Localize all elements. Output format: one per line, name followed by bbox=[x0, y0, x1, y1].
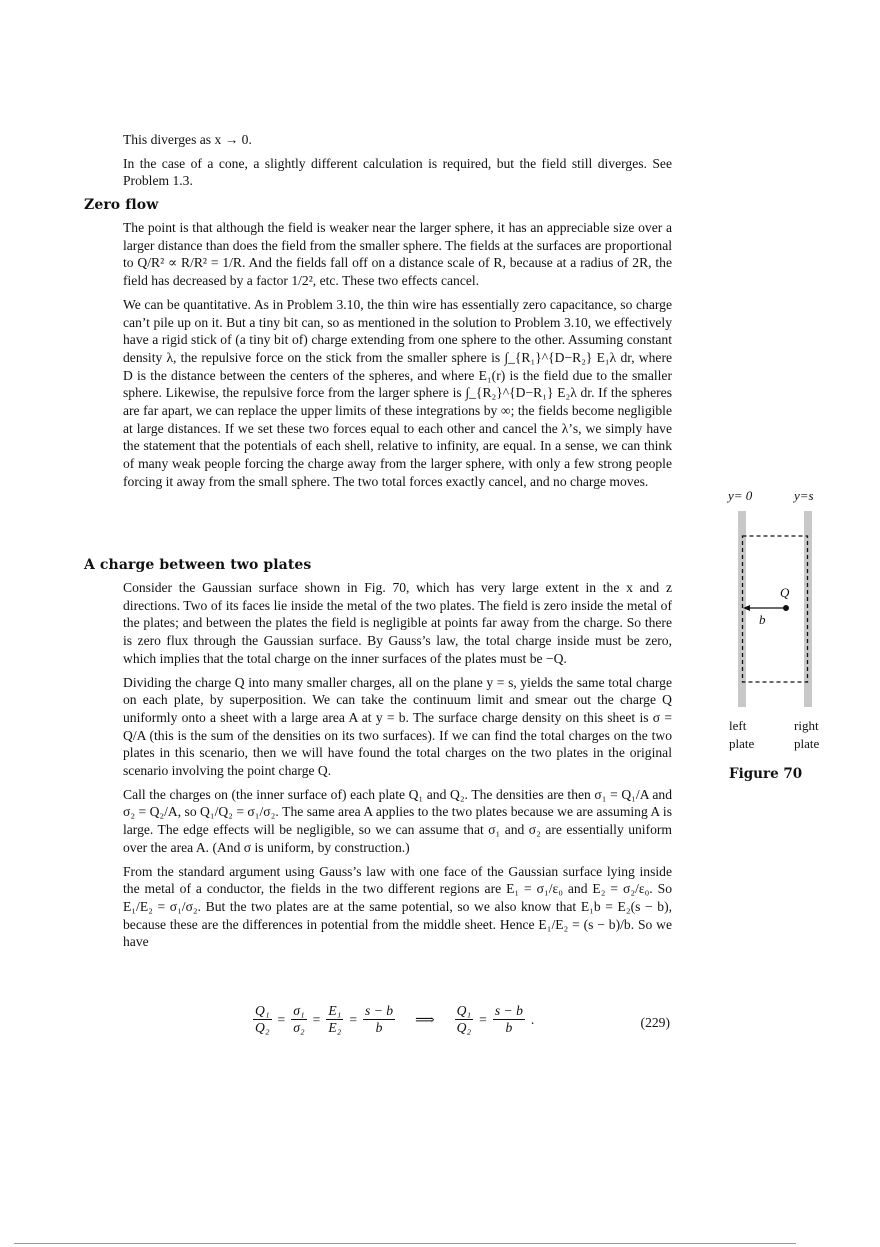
label-distance-b: b bbox=[759, 612, 766, 627]
equation-body bbox=[253, 1003, 534, 1036]
fraction: $\frac{\text{E₁}}{\text{E₂}}$ bbox=[328, 1003, 342, 1035]
equals-sign: = bbox=[349, 1011, 358, 1027]
fraction: $\frac{\text{σ₁}}{\text{σ₂}}$ bbox=[293, 1003, 305, 1035]
equals-sign: = bbox=[479, 1011, 487, 1027]
paragraph: We can be quantitative. As in Problem 3.10, the thin wire has essentially zero capacitance, so charge can’t pile up on it. But a tiny bit can, so as mentioned in the solution to Problem 3.10, we effectively have a rigid stick of (a tiny bit of) charge extending from one sphere to the other. Assuming constant density λ, the repulsive force on the stick from the smaller sphere is ∫_{R₁}^{D−R₂} E₁λ dr, where D is the distance between the centers of the spheres, and where E₁(r) is the field due to the smaller sphere. Likewise, the repulsive force from the larger sphere is ∫_{R₂}^{D−R₁} E₂λ dr. If the spheres are far apart, we can replace the upper limits of these integrations by ∞; the fields become negligible at large distances. If we set these two forces equal to each other and cancel the λ’s, we simply have the statement that the potentials of each shell, relative to infinity, are equal. In a sense, we can think of many weak people forcing the charge away from the larger sphere, with only a few strong people forcing it away from the small sphere. The two total forces exactly cancel, and no charge moves. bbox=[123, 296, 672, 489]
equals-sign: = bbox=[277, 1011, 286, 1027]
label-left-plate-1: left bbox=[729, 718, 747, 733]
paragraph: From the standard argument using Gauss’s law with one face of the Gaussian surface lying inside the metal of a conductor, the fields in the two different regions are E₁ = σ₁/ε₀ and E₂ = σ₂/ε₀. So E₁/E₂ = σ₁/σ₂. But the two plates are at the same potential, so we also know that E₁b = E₂(s − b), because these are the differences in potential from the middle sheet. Hence E₁/E₂ = (s − b)/b. So we have bbox=[123, 863, 672, 950]
label-y-s: y=s bbox=[794, 488, 814, 503]
paragraph: Dividing the charge Q into many smaller charges, all on the plane y = s, yields the same total charge on each plate, by superposition. We can take the continuum limit and smear out the charge Q uniformly onto a sheet with a large area A at y = b. The surface charge density on this sheet is σ = Q/A (this is the sum of the densities on its two surfaces). If we can find the total charges on the two plates in this scenario, then we will have found the total charges on the two plates in the original scenario involving the point charge Q. bbox=[123, 674, 672, 779]
label-left-plate-2: plate bbox=[729, 736, 755, 751]
equation-229 bbox=[123, 1003, 672, 1043]
paragraph: In the case of a cone, a slightly different calculation is required, but the field still diverges. See Problem 1.3. bbox=[123, 155, 672, 189]
footer-rule bbox=[14, 1243, 796, 1244]
fraction: $\frac{\text{Q₁}}{\text{Q₂}}$ bbox=[255, 1003, 270, 1035]
equation-period: . bbox=[530, 1011, 535, 1027]
label-right-plate-2: plate bbox=[794, 736, 820, 751]
fraction: $\frac{s - b}{b}$ bbox=[365, 1003, 394, 1035]
gaussian-surface bbox=[743, 536, 808, 682]
section-charge-between-plates bbox=[123, 579, 672, 957]
figure-70-drawing bbox=[716, 508, 836, 748]
equation-number: (229) bbox=[640, 1015, 670, 1030]
section-heading-zero-flow: Zero flow bbox=[84, 197, 159, 213]
figure-caption: Figure 70 bbox=[729, 766, 803, 782]
equals-sign: = bbox=[312, 1011, 321, 1027]
section-heading-charge-between-plates: A charge between two plates bbox=[84, 557, 312, 573]
fraction: $\frac{s - b}{b}$ bbox=[494, 1003, 523, 1035]
label-charge-q: Q bbox=[780, 585, 790, 600]
paragraph: The point is that although the field is weaker near the larger sphere, it has an appreciable size over a larger distance than does the field from the smaller sphere. The fields at the surfaces are proportional to Q/R² ∝ R/R² = 1/R. And the fields fall off on a distance scale of R, because at a radius of 2R, the field has decreased by a factor 1/2², etc. These two effects cancel. bbox=[123, 220, 672, 289]
implies-arrow: ⟹ bbox=[415, 1011, 435, 1027]
fraction: $\frac{\text{Q₁}}{\text{Q₂}}$ bbox=[456, 1003, 472, 1035]
paragraph: Consider the Gaussian surface shown in Fig. 70, which has very large extent in the x and z directions. Two of its faces lie inside the metal of the two plates. The field is zero inside the metal of the plates; and between the plates the field is negligible at points far away from the charge. So there is zero flux through the Gaussian surface. By Gauss’s law, the total charge inside must be zero, which implies that the total charge on the inner surfaces of the plates must be −Q. bbox=[123, 580, 672, 666]
figure-70 bbox=[716, 480, 836, 800]
section-zero-flow bbox=[123, 219, 672, 497]
point-charge bbox=[783, 605, 789, 611]
top-text bbox=[123, 131, 672, 196]
paragraph: Call the charges on (the inner surface of) each plate Q₁ and Q₂. The densities are then σ₁ = Q₁/A and σ₂ = Q₂/A, so Q₁/Q₂ = σ₁/σ₂. The same area A applies to the two plates because we are assuming A is large. The edge effects will be negligible, so we can assume that σ₁ and σ₂ are essentially uniform over the area A. (And σ is uniform, by construction.) bbox=[123, 786, 672, 855]
label-y-zero: y= 0 bbox=[728, 488, 753, 503]
paragraph: This diverges as x → 0. bbox=[123, 132, 252, 147]
label-right-plate-1: right bbox=[794, 718, 819, 733]
